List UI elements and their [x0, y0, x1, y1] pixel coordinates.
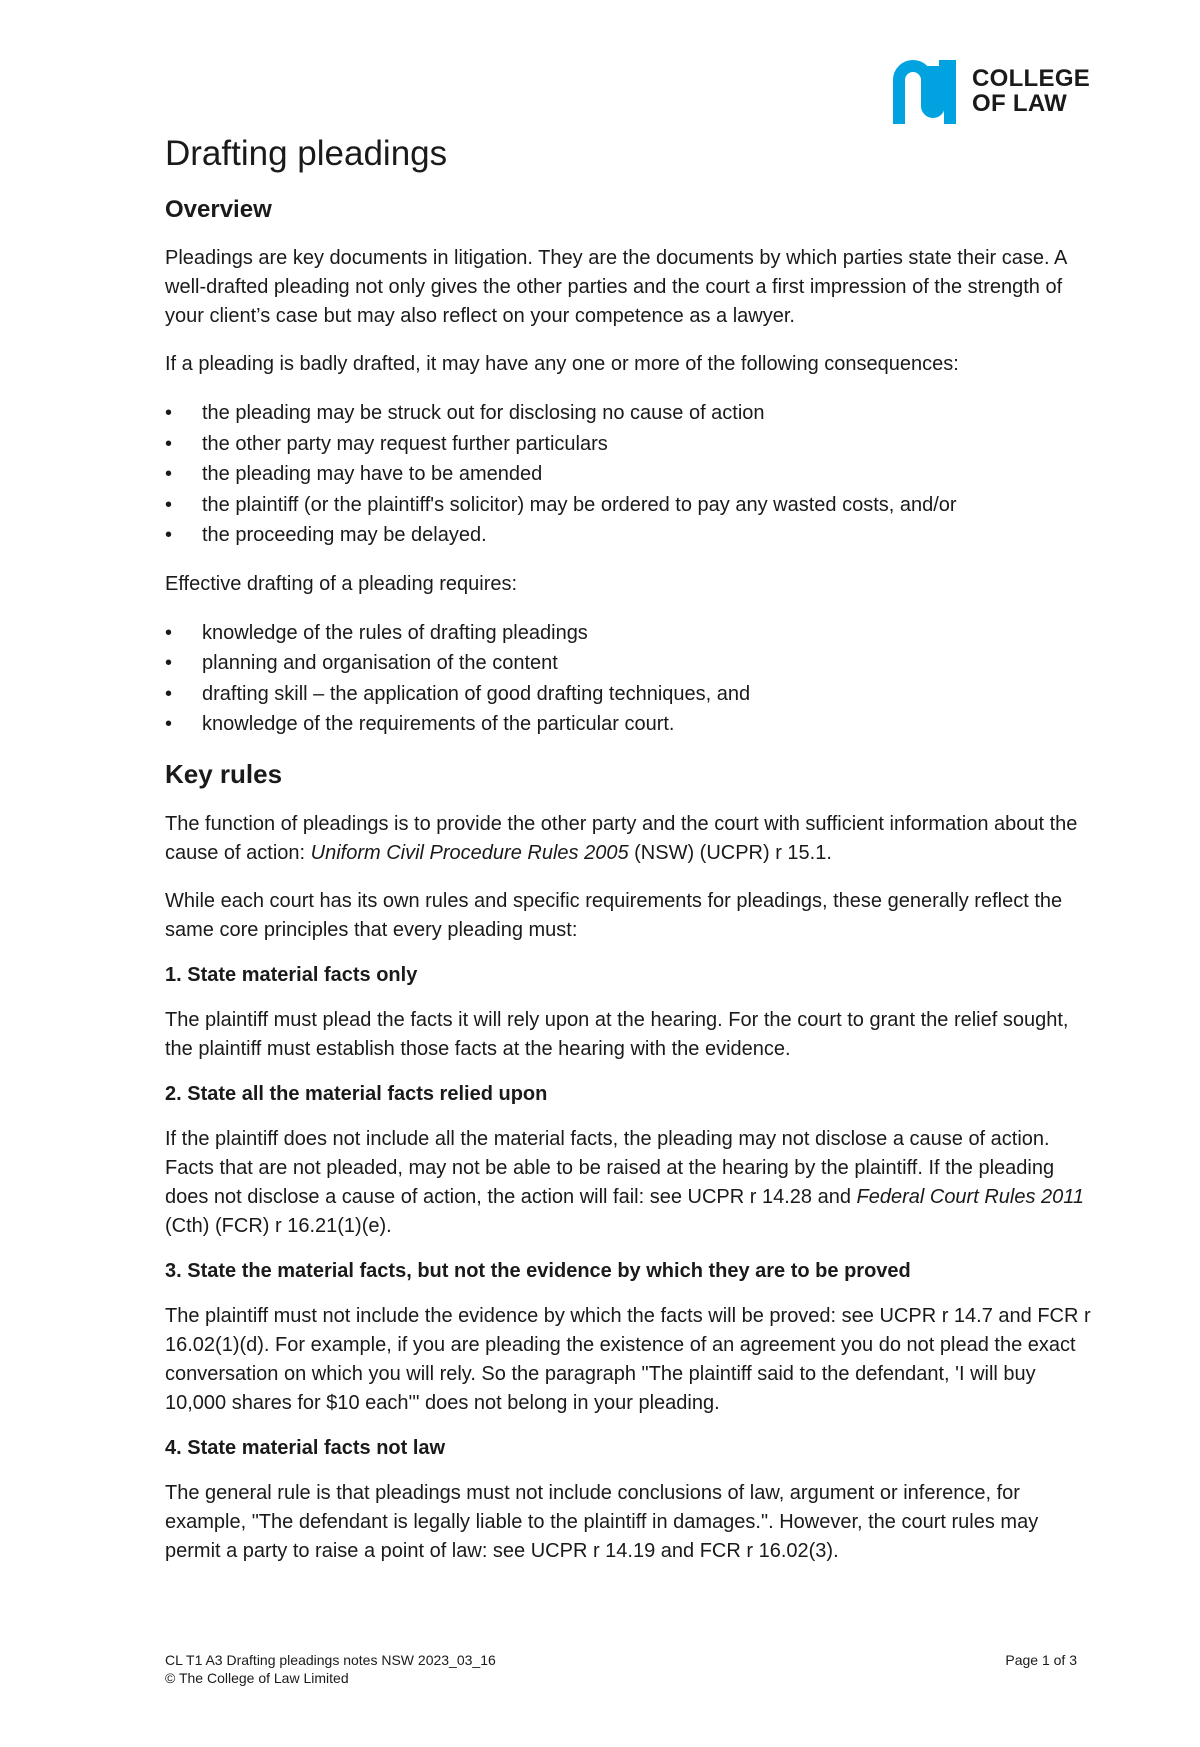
- overview-paragraph-2: If a pleading is badly drafted, it may have any one or more of the following consequences:: [165, 353, 959, 375]
- logo-line-2: OF LAW: [972, 90, 1068, 117]
- rule-2-heading: 2. State all the material facts relied upon: [165, 1082, 548, 1105]
- rule-3-text: The plaintiff must not include the evidence by which the facts will be proved: see UCPR r 14.7 and FCR r 16.02(1)(d). For example, if you are pleading the existence of an agreement you do not plead the exact conversation on which you will rely. So the paragraph "The plaintiff said to the defendant, 'I will buy 10,000 shares for $10 each'" does not belong in your pleading.: [165, 1304, 1091, 1414]
- consequences-list: [165, 398, 1095, 551]
- bullet-icon: •: [165, 463, 173, 485]
- bullet-icon: •: [165, 432, 173, 455]
- requirements-list: [165, 618, 1095, 740]
- document-body: [165, 134, 1095, 1585]
- bullet-icon: •: [165, 682, 173, 705]
- list-item: • the proceeding may be delayed.: [165, 520, 1095, 551]
- bullet-icon: •: [165, 524, 173, 546]
- document-title: Drafting pleadings: [165, 134, 448, 173]
- rule-4-heading: 4. State material facts not law: [165, 1436, 446, 1459]
- key-rules-paragraph-2: While each court has its own rules and specific requirements for pleadings, these generally reflect the same core principles that every pleading must:: [165, 889, 1063, 941]
- rule-1-text: The plaintiff must plead the facts it will rely upon at the hearing. For the court to grant the relief sought, the plaintiff must establish those facts at the hearing with the evidence.: [165, 1008, 1069, 1060]
- page-footer: [165, 1651, 1077, 1687]
- key-rules-paragraph-1: The function of pleadings is to provide the other party and the court with sufficient information about the cause of action: Uniform Civil Procedure Rules 2005 (NSW) (UCPR) r 15.1.: [165, 812, 1078, 864]
- logo-wordmark: [972, 66, 1090, 116]
- bullet-icon: •: [165, 493, 173, 516]
- list-item: • the plaintiff (or the plaintiff's solicitor) may be ordered to pay any wasted costs, and/or: [165, 490, 1095, 521]
- bullet-icon: •: [165, 713, 173, 735]
- rule-2-text: If the plaintiff does not include all the material facts, the pleading may not disclose a cause of action. Facts that are not pleaded, may not be able to be raised at the hearing by the plaintiff. If the pleading does not disclose a cause of action, the action will fail: see UCPR r 14.28 and Federal Court Rules 2011 (Cth) (FCR) r 16.21(1)(e).: [165, 1127, 1085, 1237]
- overview-paragraph-1: Pleadings are key documents in litigation. They are the documents by which parties state their case. A well-drafted pleading not only gives the other parties and the court a first impression of the strength of your client’s case but may also reflect on your competence as a lawyer.: [165, 247, 1067, 327]
- list-item: • the pleading may be struck out for disclosing no cause of action: [165, 398, 1095, 429]
- list-item: • the other party may request further particulars: [165, 429, 1095, 460]
- section-heading-overview: Overview: [165, 196, 272, 223]
- list-item: • knowledge of the requirements of the particular court.: [165, 709, 1095, 740]
- logo-line-1: COLLEGE: [972, 65, 1091, 92]
- bullet-icon: •: [165, 402, 173, 424]
- list-item: • knowledge of the rules of drafting pleadings: [165, 618, 1095, 649]
- footer-doc-reference: CL T1 A3 Drafting pleadings notes NSW 2023_03_16: [165, 1652, 496, 1668]
- overview-paragraph-3: Effective drafting of a pleading requires:: [165, 572, 518, 595]
- rule-1-heading: 1. State material facts only: [165, 963, 418, 986]
- bullet-icon: •: [165, 652, 173, 674]
- rule-3-heading: 3. State the material facts, but not the evidence by which they are to be proved: [165, 1259, 911, 1282]
- section-heading-key-rules: Key rules: [165, 758, 283, 789]
- footer-copyright: © The College of Law Limited: [165, 1670, 349, 1686]
- college-logo-icon: [892, 58, 958, 126]
- list-item: • drafting skill – the application of good drafting techniques, and: [165, 679, 1095, 710]
- rule-4-text: The general rule is that pleadings must not include conclusions of law, argument or inference, for example, "The defendant is legally liable to the plaintiff in damages.". However, the court rules may permit a party to raise a point of law: see UCPR r 14.19 and FCR r 16.02(3).: [165, 1481, 1039, 1562]
- list-item: • the pleading may have to be amended: [165, 459, 1095, 490]
- list-item: • planning and organisation of the content: [165, 648, 1095, 679]
- footer-page-number: Page 1 of 3: [1005, 1652, 1077, 1668]
- college-of-law-logo: [892, 58, 1092, 128]
- bullet-icon: •: [165, 621, 173, 644]
